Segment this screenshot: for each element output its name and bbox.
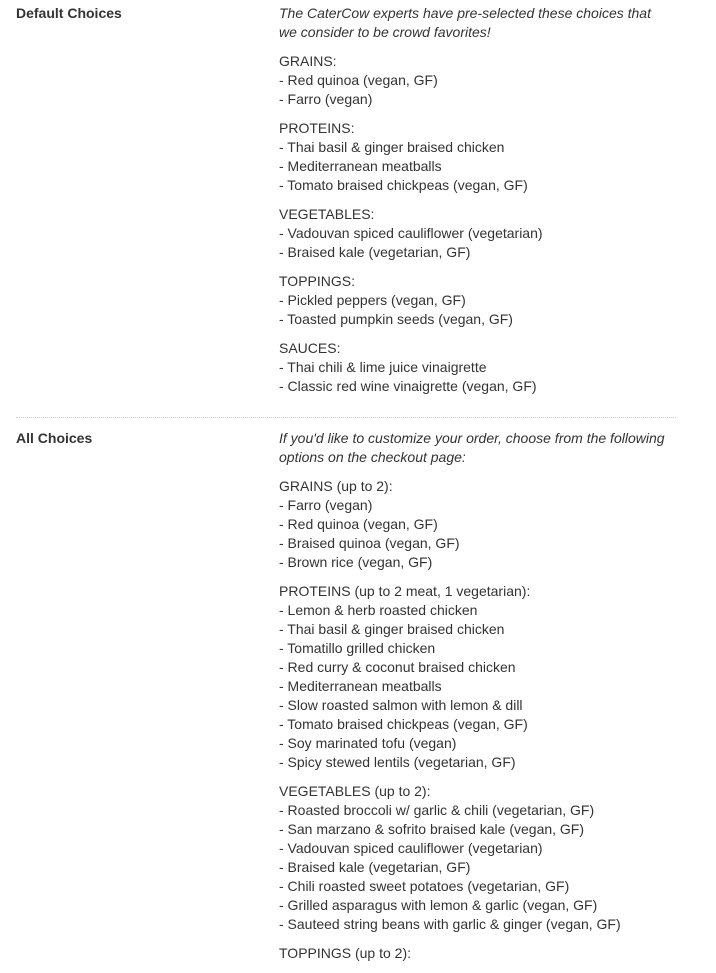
default-choices-content [279, 4, 676, 406]
default-choices-label: Default Choices [16, 5, 122, 21]
default-choices-row [16, 4, 676, 406]
option-item: - Mediterranean meatballs [279, 678, 442, 694]
option-item: - Vadouvan spiced cauliflower (vegetarian) [279, 225, 543, 241]
option-group [279, 477, 668, 572]
option-group-title: TOPPINGS (up to 2): [279, 945, 412, 961]
option-item: - Red quinoa (vegan, GF) [279, 72, 438, 88]
option-group [279, 582, 668, 772]
option-item: - Tomato braised chickpeas (vegan, GF) [279, 716, 528, 732]
option-item: - Red quinoa (vegan, GF) [279, 516, 438, 532]
option-group-title: TOPPINGS: [279, 273, 355, 289]
option-item: - Lemon & herb roasted chicken [279, 602, 478, 618]
option-item: - Grilled asparagus with lemon & garlic (vegan, GF) [279, 897, 598, 913]
option-item: - Braised quinoa (vegan, GF) [279, 535, 460, 551]
option-item: - San marzano & sofrito braised kale (vegan, GF) [279, 821, 585, 837]
option-item: - Soy marinated tofu (vegan) [279, 735, 457, 751]
option-item: - Vadouvan spiced cauliflower (vegetarian) [279, 840, 543, 856]
option-item: - Sauteed string beans with garlic & ginger (vegan, GF) [279, 916, 621, 932]
all-choices-row [16, 429, 676, 973]
option-item: - Spicy stewed lentils (vegetarian, GF) [279, 754, 516, 770]
option-group [279, 205, 668, 262]
option-item: - Mediterranean meatballs [279, 158, 442, 174]
menu-choices-page [16, 4, 676, 973]
option-item: - Thai basil & ginger braised chicken [279, 621, 505, 637]
option-group [279, 339, 668, 396]
option-item: - Thai chili & lime juice vinaigrette [279, 359, 487, 375]
option-item: - Braised kale (vegetarian, GF) [279, 244, 471, 260]
option-group [279, 782, 668, 934]
option-group-title: PROTEINS: [279, 120, 355, 136]
option-group-title: VEGETABLES: [279, 206, 375, 222]
option-group [279, 119, 668, 195]
default-choices-groups [279, 52, 668, 396]
option-item: - Farro (vegan) [279, 497, 373, 513]
option-item: - Roasted broccoli w/ garlic & chili (vegetarian, GF) [279, 802, 595, 818]
option-group-title: PROTEINS (up to 2 meat, 1 vegetarian): [279, 583, 531, 599]
option-item: - Slow roasted salmon with lemon & dill [279, 697, 523, 713]
option-item: - Braised kale (vegetarian, GF) [279, 859, 471, 875]
option-group [279, 52, 668, 109]
all-choices-intro: If you'd like to customize your order, choose from the following options on the checkout page: [279, 430, 665, 465]
option-item: - Toasted pumpkin seeds (vegan, GF) [279, 311, 513, 327]
option-item: - Brown rice (vegan, GF) [279, 554, 433, 570]
option-item: - Tomato braised chickpeas (vegan, GF) [279, 177, 528, 193]
option-item: - Farro (vegan) [279, 91, 373, 107]
option-item: - Thai basil & ginger braised chicken [279, 139, 505, 155]
option-item: - Chili roasted sweet potatoes (vegetarian, GF) [279, 878, 570, 894]
option-group [279, 944, 668, 963]
option-item: - Classic red wine vinaigrette (vegan, GF) [279, 378, 537, 394]
option-item: - Red curry & coconut braised chicken [279, 659, 516, 675]
option-group-title: SAUCES: [279, 340, 341, 356]
all-choices-label: All Choices [16, 430, 93, 446]
option-item: - Pickled peppers (vegan, GF) [279, 292, 466, 308]
option-group-title: VEGETABLES (up to 2): [279, 783, 431, 799]
default-choices-intro: The CaterCow experts have pre-selected these choices that we consider to be crowd favorites! [279, 5, 651, 40]
option-group-title: GRAINS (up to 2): [279, 478, 393, 494]
all-choices-content [279, 429, 676, 973]
section-divider [16, 417, 676, 418]
option-group-title: GRAINS: [279, 53, 337, 69]
option-group [279, 272, 668, 329]
all-choices-groups [279, 477, 668, 963]
option-item: - Tomatillo grilled chicken [279, 640, 436, 656]
